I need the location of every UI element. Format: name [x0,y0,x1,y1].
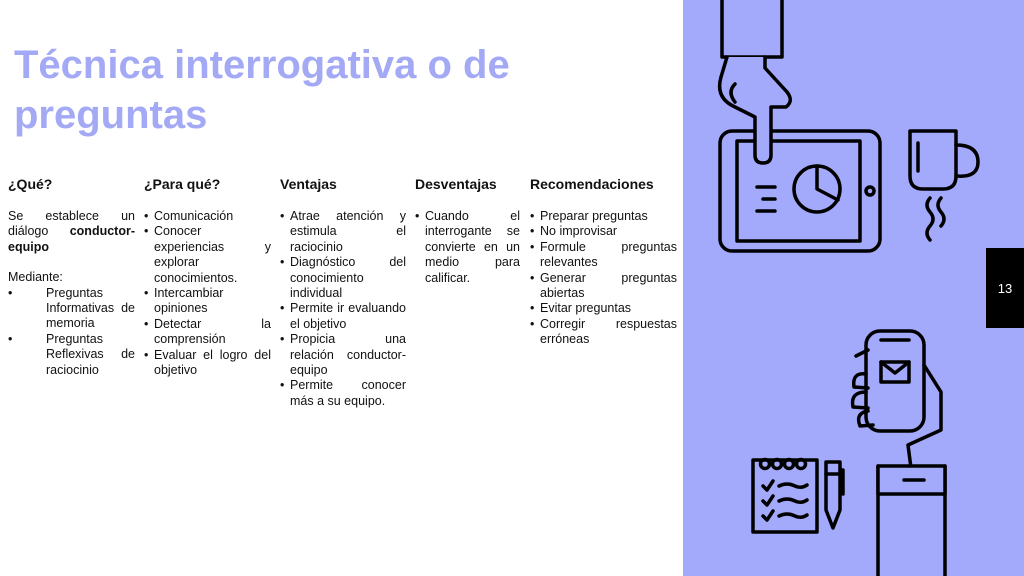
column-intro: Se establece un diálogo conductor-equipo [8,209,135,254]
list-item: • Diagnóstico del conocimiento individual [280,255,406,301]
list-item: • Atrae atención y estimula el raciocinio [280,209,406,255]
list-item: • No improvisar [530,224,677,239]
hand-pointing-icon [720,0,791,163]
bullet-list [280,209,406,409]
column-heading: ¿Qué? [8,176,53,192]
list-item: • Propicia una relación conductor-equipo [280,332,406,378]
list-item: • Cuando el interrogante se convierte en un medio para calificar. [415,209,520,286]
column-heading: ¿Para qué? [144,176,221,192]
intro-bold: conductor-equipo [8,224,135,254]
illustration-panel [683,0,1024,576]
list-item: • Corregir respuestas erróneas [530,317,677,348]
column-que [8,175,135,378]
list-item: • Evitar preguntas [530,301,677,316]
column-desventajas [415,175,520,286]
pen-icon [826,462,843,528]
bullet-list [144,209,271,378]
bullet-list [415,209,520,286]
slide-title: Técnica interrogativa o de preguntas [14,43,510,137]
column-para-que [144,175,271,378]
bullet-list [8,286,135,378]
column-recomendaciones [530,175,677,348]
list-item: • Permite ir evaluando el objetivo [280,301,406,332]
illustration-art [683,0,1024,576]
list-item: • Permite conocer más a su equipo. [280,378,406,409]
column-heading: Ventajas [280,176,337,192]
sub-label: Mediante: [8,270,63,285]
tablet-chart-icon [720,131,880,251]
list-item: • Preparar preguntas [530,209,677,224]
list-item: • Preguntas Informativas de memoria [8,286,135,332]
column-heading: Recomendaciones [530,176,654,192]
page-number: 13 [986,248,1024,328]
list-item: • Preguntas Reflexivas de raciocinio [8,332,135,378]
list-item: • Conocer experiencias y explorar conocimientos. [144,224,271,286]
list-item: • Detectar la comprensión [144,317,271,348]
notepad-checklist-icon [753,460,817,533]
list-item: • Intercambiar opiniones [144,286,271,317]
bullet-list [530,209,677,348]
hand-holding-phone-icon [853,331,945,576]
list-item: • Evaluar el logro del objetivo [144,348,271,379]
list-item: • Generar preguntas abiertas [530,271,677,302]
list-item: • Comunicación [144,209,271,224]
coffee-mug-icon [910,131,978,240]
list-item: • Formule preguntas relevantes [530,240,677,271]
column-heading: Desventajas [415,176,497,192]
column-ventajas [280,175,406,409]
